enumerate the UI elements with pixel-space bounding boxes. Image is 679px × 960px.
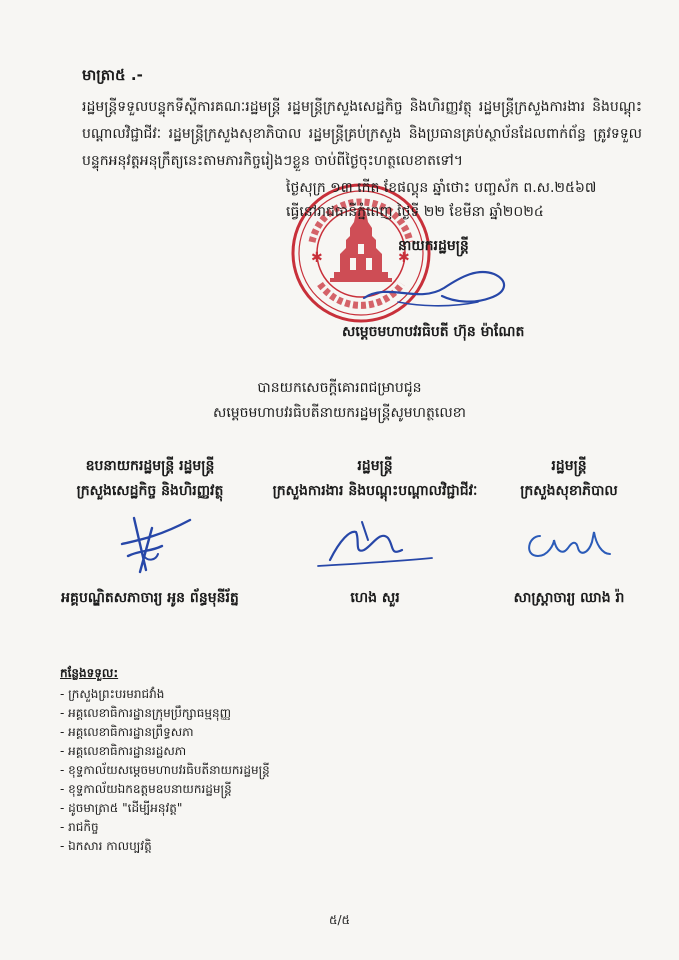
minister-title: រដ្ឋមន្ត្រី: [357, 458, 393, 474]
recipient-item: - ដូចមាត្រា៥ "ដើម្បីអនុវត្ត": [60, 801, 183, 815]
prime-minister-name: សម្តេចមហាបវរធិបតី ហ៊ុន ម៉ាណែត: [342, 324, 525, 340]
minister-title: ឧបនាយករដ្ឋមន្ត្រី រដ្ឋមន្ត្រី: [85, 458, 215, 474]
minister-title: រដ្ឋមន្ត្រី: [551, 458, 587, 474]
minister-name: អគ្គបណ្ឌិតសភាចារ្យ អូន ព័ន្ធមុនីរ័ត្ន: [61, 590, 239, 606]
minister-name: ហេង សួរ: [350, 590, 400, 606]
minister-name: សាស្ត្រាចារ្យ ឈាង រ៉ា: [513, 590, 625, 606]
date-block: [286, 176, 646, 224]
minister-health-signature: [514, 510, 624, 580]
submission-note: [0, 376, 679, 426]
prime-minister-title: នាយករដ្ឋមន្ត្រី: [398, 238, 469, 254]
ministry-name: ក្រសួងសេដ្ឋកិច្ច និងហិរញ្ញវត្ថុ: [76, 483, 224, 499]
recipient-item: - អគ្គលេខាធិការដ្ឋានរដ្ឋសភា: [60, 744, 187, 758]
svg-text:✱: ✱: [398, 250, 410, 266]
article-heading: មាត្រា៥ .-: [82, 66, 143, 84]
recipient-item: - រាជកិច្ច: [60, 820, 99, 834]
recipient-item: - អគ្គលេខាធិការដ្ឋានក្រុមប្រឹក្សាធម្មនុញ្ញ: [60, 706, 232, 720]
article-text: រដ្ឋមន្ត្រីទទួលបន្ទុកទីស្តីការគណៈរដ្ឋមន្ត្រី រដ្ឋមន្ត្រីក្រសួងសេដ្ឋកិច្ច និងហិរញ្ញវត្ថុ រដ្ឋមន្ត្រីក្រសួងការងារ និងបណ្តុះបណ្តាលវិជ្ជាជីវៈ រដ្ឋមន្ត្រីក្រសួងសុខាភិបាល រដ្ឋមន្ត្រីគ្រប់ក្រសួង និងប្រធានគ្រប់ស្ថាប័នដែលពាក់ព័ន្ធ ត្រូវទទួលបន្ទុកអនុវត្តអនុក្រឹត្យនេះតាមភារកិច្ចរៀងៗខ្លួន ចាប់ពីថ្ងៃចុះហត្ថលេខាតទៅ។: [82, 99, 642, 169]
lunar-date: ថ្ងៃសុក្រ ១៣ កើត ខែផល្គុន ឆ្នាំថោះ បញ្ចស័ក ព.ស.២៥៦៧: [286, 180, 597, 196]
solar-date: ធ្វើនៅរាជធានីភ្នំពេញ ថ្ងៃទី ២២ ខែមីនា ឆ្នាំ២០២៤: [286, 204, 544, 220]
page-number: ៥/៥: [328, 913, 351, 927]
ministry-name: ក្រសួងការងារ និងបណ្តុះបណ្តាលវិជ្ជាជីវៈ: [272, 483, 478, 499]
recipient-item: - ខុទ្ទកាល័យឯកឧត្តមឧបនាយករដ្ឋមន្ត្រី: [60, 782, 232, 796]
recipients-title: កន្លែងទទួល:: [60, 666, 119, 680]
minister-economy-block: [40, 454, 260, 611]
minister-health-block: [484, 454, 654, 611]
svg-text:✱: ✱: [311, 250, 323, 266]
recipient-item: - អគ្គលេខាធិការដ្ឋានព្រឹទ្ធសភា: [60, 725, 194, 739]
prime-minister-signature: [358, 262, 518, 312]
minister-labour-block: [270, 454, 480, 611]
recipient-item: - ឯកសារ កាលប្បវត្តិ: [60, 839, 152, 853]
recipient-item: - ខុទ្ទកាល័យសម្តេចមហាបវរធិបតីនាយករដ្ឋមន្ត្រី: [60, 763, 270, 777]
minister-labour-signature: [310, 510, 440, 580]
recipients-list: [60, 664, 270, 856]
submission-line-1: បានយកសេចក្តីគោរពជម្រាបជូន: [257, 380, 422, 396]
minister-economy-signature: [100, 510, 200, 580]
ministry-name: ក្រសួងសុខាភិបាល: [520, 483, 618, 499]
recipient-item: - ក្រសួងព្រះបរមរាជវាំង: [60, 687, 165, 701]
submission-line-2: សម្តេចមហាបវរធិបតីនាយករដ្ឋមន្ត្រីសូមហត្ថលេខា: [213, 405, 466, 421]
